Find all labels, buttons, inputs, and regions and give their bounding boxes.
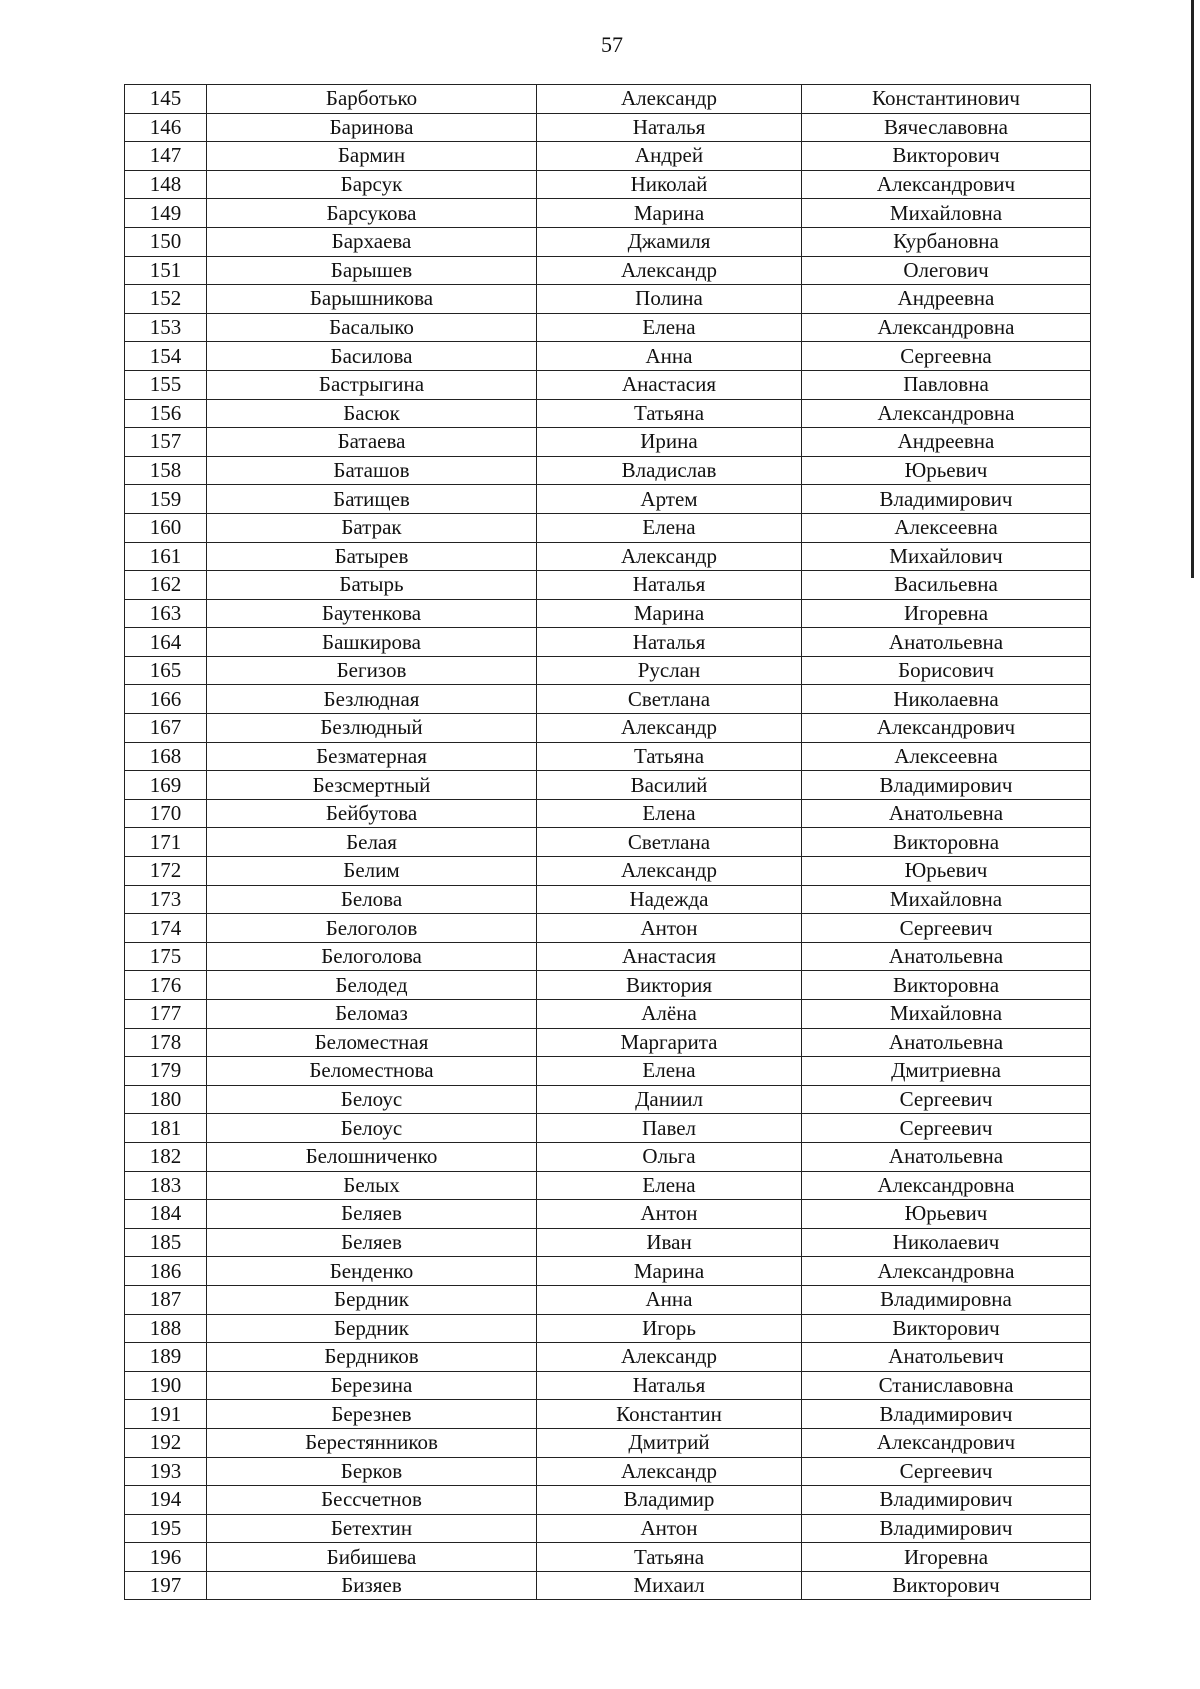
patronymic-cell: Дмитриевна [802, 1057, 1091, 1086]
patronymic-cell: Владимировна [802, 1285, 1091, 1314]
table-row [125, 399, 1091, 428]
last-name-cell: Башкирова [207, 628, 537, 657]
first-name-cell: Павел [537, 1114, 802, 1143]
patronymic-cell: Михайловна [802, 1000, 1091, 1029]
row-number-cell: 182 [125, 1142, 207, 1171]
patronymic-cell: Михайлович [802, 542, 1091, 571]
last-name-cell: Бейбутова [207, 799, 537, 828]
last-name-cell: Басалыко [207, 313, 537, 342]
table-row [125, 1343, 1091, 1372]
first-name-cell: Михаил [537, 1571, 802, 1600]
row-number-cell: 151 [125, 256, 207, 285]
first-name-cell: Светлана [537, 828, 802, 857]
table-row [125, 456, 1091, 485]
last-name-cell: Батырев [207, 542, 537, 571]
last-name-cell: Баринова [207, 113, 537, 142]
table-row [125, 170, 1091, 199]
patronymic-cell: Владимирович [802, 485, 1091, 514]
first-name-cell: Александр [537, 857, 802, 886]
patronymic-cell: Юрьевич [802, 857, 1091, 886]
last-name-cell: Белоус [207, 1085, 537, 1114]
table-row [125, 1314, 1091, 1343]
row-number-cell: 161 [125, 542, 207, 571]
first-name-cell: Марина [537, 199, 802, 228]
row-number-cell: 162 [125, 571, 207, 600]
first-name-cell: Николай [537, 170, 802, 199]
last-name-cell: Белим [207, 857, 537, 886]
last-name-cell: Белошниченко [207, 1142, 537, 1171]
last-name-cell: Берков [207, 1457, 537, 1486]
patronymic-cell: Николаевна [802, 685, 1091, 714]
patronymic-cell: Александровна [802, 399, 1091, 428]
patronymic-cell: Вячеславовна [802, 113, 1091, 142]
row-number-cell: 170 [125, 799, 207, 828]
row-number-cell: 152 [125, 285, 207, 314]
patronymic-cell: Анатольевна [802, 1028, 1091, 1057]
row-number-cell: 148 [125, 170, 207, 199]
last-name-cell: Бессчетнов [207, 1486, 537, 1515]
page-number: 57 [601, 32, 623, 57]
first-name-cell: Ирина [537, 428, 802, 457]
patronymic-cell: Павловна [802, 370, 1091, 399]
row-number-cell: 159 [125, 485, 207, 514]
first-name-cell: Виктория [537, 971, 802, 1000]
first-name-cell: Анна [537, 1285, 802, 1314]
table-row [125, 599, 1091, 628]
row-number-cell: 158 [125, 456, 207, 485]
table-row [125, 1514, 1091, 1543]
table-row [125, 1257, 1091, 1286]
row-number-cell: 177 [125, 1000, 207, 1029]
table-row [125, 771, 1091, 800]
row-number-cell: 187 [125, 1285, 207, 1314]
patronymic-cell: Станиславовна [802, 1371, 1091, 1400]
patronymic-cell: Владимирович [802, 1486, 1091, 1515]
last-name-cell: Безсмертный [207, 771, 537, 800]
row-number-cell: 168 [125, 742, 207, 771]
table-row [125, 342, 1091, 371]
row-number-cell: 156 [125, 399, 207, 428]
patronymic-cell: Викторович [802, 142, 1091, 171]
first-name-cell: Андрей [537, 142, 802, 171]
row-number-cell: 173 [125, 885, 207, 914]
patronymic-cell: Викторовна [802, 828, 1091, 857]
last-name-cell: Беломестная [207, 1028, 537, 1057]
row-number-cell: 179 [125, 1057, 207, 1086]
last-name-cell: Бибишева [207, 1543, 537, 1572]
last-name-cell: Беляев [207, 1200, 537, 1229]
patronymic-cell: Сергеевич [802, 1085, 1091, 1114]
table-row [125, 1285, 1091, 1314]
row-number-cell: 184 [125, 1200, 207, 1229]
row-number-cell: 150 [125, 227, 207, 256]
table-row [125, 1057, 1091, 1086]
row-number-cell: 146 [125, 113, 207, 142]
patronymic-cell: Александрович [802, 714, 1091, 743]
first-name-cell: Маргарита [537, 1028, 802, 1057]
last-name-cell: Басюк [207, 399, 537, 428]
first-name-cell: Марина [537, 1257, 802, 1286]
patronymic-cell: Сергеевич [802, 914, 1091, 943]
table-row [125, 485, 1091, 514]
last-name-cell: Бастрыгина [207, 370, 537, 399]
patronymic-cell: Викторовна [802, 971, 1091, 1000]
last-name-cell: Безлюдный [207, 714, 537, 743]
first-name-cell: Даниил [537, 1085, 802, 1114]
first-name-cell: Елена [537, 1171, 802, 1200]
patronymic-cell: Владимирович [802, 771, 1091, 800]
last-name-cell: Бизяев [207, 1571, 537, 1600]
first-name-cell: Антон [537, 1200, 802, 1229]
table-row [125, 1543, 1091, 1572]
first-name-cell: Наталья [537, 628, 802, 657]
first-name-cell: Владислав [537, 456, 802, 485]
row-number-cell: 166 [125, 685, 207, 714]
patronymic-cell: Анатольевна [802, 942, 1091, 971]
table-row [125, 113, 1091, 142]
last-name-cell: Бердников [207, 1343, 537, 1372]
first-name-cell: Татьяна [537, 1543, 802, 1572]
table-row [125, 1142, 1091, 1171]
last-name-cell: Батаева [207, 428, 537, 457]
table-row [125, 542, 1091, 571]
patronymic-cell: Викторович [802, 1314, 1091, 1343]
last-name-cell: Баутенкова [207, 599, 537, 628]
first-name-cell: Елена [537, 1057, 802, 1086]
table-row [125, 227, 1091, 256]
first-name-cell: Александр [537, 85, 802, 114]
row-number-cell: 192 [125, 1428, 207, 1457]
table-row [125, 742, 1091, 771]
last-name-cell: Берестянников [207, 1428, 537, 1457]
row-number-cell: 171 [125, 828, 207, 857]
first-name-cell: Елена [537, 513, 802, 542]
last-name-cell: Баташов [207, 456, 537, 485]
last-name-cell: Белова [207, 885, 537, 914]
patronymic-cell: Константинович [802, 85, 1091, 114]
row-number-cell: 154 [125, 342, 207, 371]
last-name-cell: Белая [207, 828, 537, 857]
roster-body [125, 85, 1091, 1600]
patronymic-cell: Александровна [802, 1171, 1091, 1200]
first-name-cell: Антон [537, 914, 802, 943]
table-row [125, 85, 1091, 114]
patronymic-cell: Юрьевич [802, 1200, 1091, 1229]
patronymic-cell: Сергеевич [802, 1457, 1091, 1486]
first-name-cell: Надежда [537, 885, 802, 914]
table-row [125, 1486, 1091, 1515]
last-name-cell: Белоголов [207, 914, 537, 943]
row-number-cell: 169 [125, 771, 207, 800]
patronymic-cell: Михайловна [802, 199, 1091, 228]
row-number-cell: 149 [125, 199, 207, 228]
last-name-cell: Барышникова [207, 285, 537, 314]
table-row [125, 428, 1091, 457]
patronymic-cell: Алексеевна [802, 742, 1091, 771]
first-name-cell: Полина [537, 285, 802, 314]
patronymic-cell: Анатольевна [802, 1142, 1091, 1171]
patronymic-cell: Олегович [802, 256, 1091, 285]
row-number-cell: 175 [125, 942, 207, 971]
table-row [125, 942, 1091, 971]
first-name-cell: Антон [537, 1514, 802, 1543]
row-number-cell: 176 [125, 971, 207, 1000]
row-number-cell: 190 [125, 1371, 207, 1400]
first-name-cell: Светлана [537, 685, 802, 714]
last-name-cell: Беломестнова [207, 1057, 537, 1086]
table-row [125, 1457, 1091, 1486]
patronymic-cell: Анатольевна [802, 628, 1091, 657]
last-name-cell: Батрак [207, 513, 537, 542]
table-row [125, 513, 1091, 542]
first-name-cell: Татьяна [537, 399, 802, 428]
table-row [125, 1571, 1091, 1600]
last-name-cell: Барсукова [207, 199, 537, 228]
row-number-cell: 157 [125, 428, 207, 457]
row-number-cell: 181 [125, 1114, 207, 1143]
first-name-cell: Руслан [537, 656, 802, 685]
patronymic-cell: Николаевич [802, 1228, 1091, 1257]
last-name-cell: Бердник [207, 1285, 537, 1314]
last-name-cell: Безматерная [207, 742, 537, 771]
row-number-cell: 155 [125, 370, 207, 399]
patronymic-cell: Сергеевна [802, 342, 1091, 371]
row-number-cell: 174 [125, 914, 207, 943]
table-row [125, 256, 1091, 285]
row-number-cell: 163 [125, 599, 207, 628]
patronymic-cell: Васильевна [802, 571, 1091, 600]
last-name-cell: Барботько [207, 85, 537, 114]
table-row [125, 1428, 1091, 1457]
first-name-cell: Анастасия [537, 942, 802, 971]
table-row [125, 199, 1091, 228]
row-number-cell: 191 [125, 1400, 207, 1429]
patronymic-cell: Владимирович [802, 1514, 1091, 1543]
row-number-cell: 145 [125, 85, 207, 114]
patronymic-cell: Сергеевич [802, 1114, 1091, 1143]
table-row [125, 313, 1091, 342]
table-row [125, 1000, 1091, 1029]
patronymic-cell: Анатольевич [802, 1343, 1091, 1372]
last-name-cell: Бегизов [207, 656, 537, 685]
patronymic-cell: Андреевна [802, 428, 1091, 457]
table-row [125, 857, 1091, 886]
first-name-cell: Елена [537, 799, 802, 828]
last-name-cell: Бетехтин [207, 1514, 537, 1543]
last-name-cell: Беляев [207, 1228, 537, 1257]
row-number-cell: 165 [125, 656, 207, 685]
patronymic-cell: Алексеевна [802, 513, 1091, 542]
patronymic-cell: Курбановна [802, 227, 1091, 256]
last-name-cell: Бенденко [207, 1257, 537, 1286]
first-name-cell: Ольга [537, 1142, 802, 1171]
row-number-cell: 189 [125, 1343, 207, 1372]
table-row [125, 285, 1091, 314]
last-name-cell: Белых [207, 1171, 537, 1200]
table-row [125, 714, 1091, 743]
last-name-cell: Барышев [207, 256, 537, 285]
table-row [125, 1114, 1091, 1143]
table-row [125, 1085, 1091, 1114]
table-row [125, 142, 1091, 171]
first-name-cell: Александр [537, 1457, 802, 1486]
last-name-cell: Бердник [207, 1314, 537, 1343]
table-row [125, 885, 1091, 914]
first-name-cell: Александр [537, 542, 802, 571]
row-number-cell: 153 [125, 313, 207, 342]
row-number-cell: 183 [125, 1171, 207, 1200]
patronymic-cell: Михайловна [802, 885, 1091, 914]
first-name-cell: Алёна [537, 1000, 802, 1029]
first-name-cell: Александр [537, 714, 802, 743]
first-name-cell: Дмитрий [537, 1428, 802, 1457]
last-name-cell: Басилова [207, 342, 537, 371]
first-name-cell: Марина [537, 599, 802, 628]
last-name-cell: Березнев [207, 1400, 537, 1429]
patronymic-cell: Игоревна [802, 599, 1091, 628]
table-row [125, 799, 1091, 828]
last-name-cell: Беломаз [207, 1000, 537, 1029]
patronymic-cell: Борисович [802, 656, 1091, 685]
table-row [125, 1371, 1091, 1400]
first-name-cell: Александр [537, 256, 802, 285]
patronymic-cell: Владимирович [802, 1400, 1091, 1429]
row-number-cell: 180 [125, 1085, 207, 1114]
first-name-cell: Александр [537, 1343, 802, 1372]
last-name-cell: Белодед [207, 971, 537, 1000]
last-name-cell: Белоус [207, 1114, 537, 1143]
row-number-cell: 196 [125, 1543, 207, 1572]
table-row [125, 370, 1091, 399]
patronymic-cell: Александровна [802, 313, 1091, 342]
row-number-cell: 195 [125, 1514, 207, 1543]
table-row [125, 685, 1091, 714]
row-number-cell: 185 [125, 1228, 207, 1257]
patronymic-cell: Викторович [802, 1571, 1091, 1600]
last-name-cell: Березина [207, 1371, 537, 1400]
last-name-cell: Барсук [207, 170, 537, 199]
last-name-cell: Безлюдная [207, 685, 537, 714]
row-number-cell: 167 [125, 714, 207, 743]
row-number-cell: 172 [125, 857, 207, 886]
last-name-cell: Бармин [207, 142, 537, 171]
first-name-cell: Василий [537, 771, 802, 800]
table-row [125, 914, 1091, 943]
patronymic-cell: Александрович [802, 170, 1091, 199]
first-name-cell: Наталья [537, 113, 802, 142]
row-number-cell: 178 [125, 1028, 207, 1057]
first-name-cell: Владимир [537, 1486, 802, 1515]
first-name-cell: Джамиля [537, 227, 802, 256]
table-row [125, 1171, 1091, 1200]
row-number-cell: 160 [125, 513, 207, 542]
patronymic-cell: Анатольевна [802, 799, 1091, 828]
row-number-cell: 194 [125, 1486, 207, 1515]
last-name-cell: Бархаева [207, 227, 537, 256]
first-name-cell: Игорь [537, 1314, 802, 1343]
first-name-cell: Артем [537, 485, 802, 514]
patronymic-cell: Андреевна [802, 285, 1091, 314]
last-name-cell: Белоголова [207, 942, 537, 971]
first-name-cell: Татьяна [537, 742, 802, 771]
table-row [125, 1200, 1091, 1229]
first-name-cell: Анастасия [537, 370, 802, 399]
table-row [125, 1400, 1091, 1429]
patronymic-cell: Александрович [802, 1428, 1091, 1457]
first-name-cell: Наталья [537, 1371, 802, 1400]
patronymic-cell: Игоревна [802, 1543, 1091, 1572]
table-row [125, 656, 1091, 685]
row-number-cell: 188 [125, 1314, 207, 1343]
first-name-cell: Иван [537, 1228, 802, 1257]
roster-table [124, 84, 1091, 1600]
row-number-cell: 197 [125, 1571, 207, 1600]
row-number-cell: 186 [125, 1257, 207, 1286]
last-name-cell: Батырь [207, 571, 537, 600]
patronymic-cell: Юрьевич [802, 456, 1091, 485]
first-name-cell: Анна [537, 342, 802, 371]
first-name-cell: Константин [537, 1400, 802, 1429]
table-row [125, 628, 1091, 657]
first-name-cell: Наталья [537, 571, 802, 600]
table-row [125, 828, 1091, 857]
scan-edge-line [1191, 0, 1194, 578]
row-number-cell: 147 [125, 142, 207, 171]
table-row [125, 1228, 1091, 1257]
row-number-cell: 164 [125, 628, 207, 657]
patronymic-cell: Александровна [802, 1257, 1091, 1286]
table-row [125, 571, 1091, 600]
first-name-cell: Елена [537, 313, 802, 342]
table-row [125, 1028, 1091, 1057]
table-row [125, 971, 1091, 1000]
last-name-cell: Батищев [207, 485, 537, 514]
row-number-cell: 193 [125, 1457, 207, 1486]
